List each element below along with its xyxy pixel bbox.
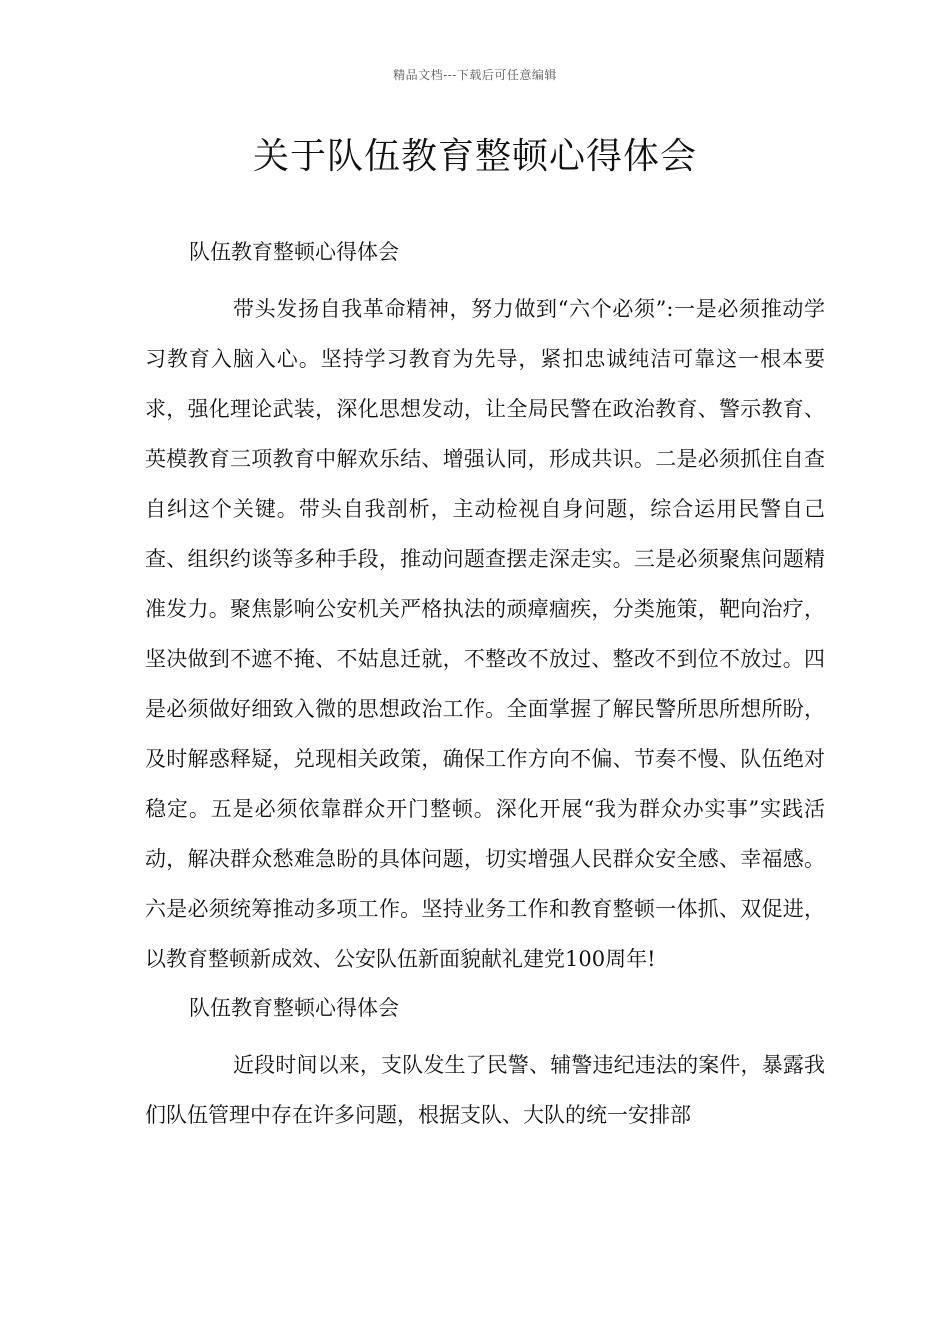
document-body [145, 234, 825, 1146]
section-heading: 队伍教育整顿心得体会 [189, 996, 399, 1020]
section-heading: 队伍教育整顿心得体会 [189, 240, 399, 264]
document-title: 关于队伍教育整顿心得体会 [252, 136, 697, 177]
header-note: 精品文档---下载后可任意编辑 [393, 68, 557, 82]
body-paragraph: 带头发扬自我革命精神，努力做到“六个必须”:一是必须推动学习教育入脑入心。坚持学习教育为先导，紧扣忠诚纯洁可靠这一根本要求，强化理论武装，深化思想发动，让全局民警在政治教育、警示教育、英模教育三项教育中解欢乐结、增强认同，形成共识。二是必须抓住自查自纠这个关键。带头自我剖析，主动检视自身问题，综合运用民警自己查、组织约谈等多种手段，推动问题查摆走深走实。三是必须聚焦问题精准发力。聚焦影响公安机关严格执法的顽瘴痼疾，分类施策，靶向治疗，坚决做到不遮不掩、不姑息迁就，不整改不放过、整改不到位不放过。四是必须做好细致入微的思想政治工作。全面掌握了解民警所思所想所盼，及时解惑释疑，兑现相关政策，确保工作方向不偏、节奏不慢、队伍绝对稳定。五是必须依靠群众开门整顿。深化开展“我为群众办实事”实践活动，解决群众愁难急盼的具体问题，切实增强人民群众安全感、幸福感。六是必须统筹推动多项工作。坚持业务工作和教育整顿一体抓、双促进，以教育整顿新成效、公安队伍新面貌献礼建党100周年! [145, 297, 825, 971]
body-paragraph: 近段时间以来，支队发生了民警、辅警违纪违法的案件，暴露我们队伍管理中存在许多问题，根据支队、大队的统一安排部 [145, 1053, 825, 1127]
